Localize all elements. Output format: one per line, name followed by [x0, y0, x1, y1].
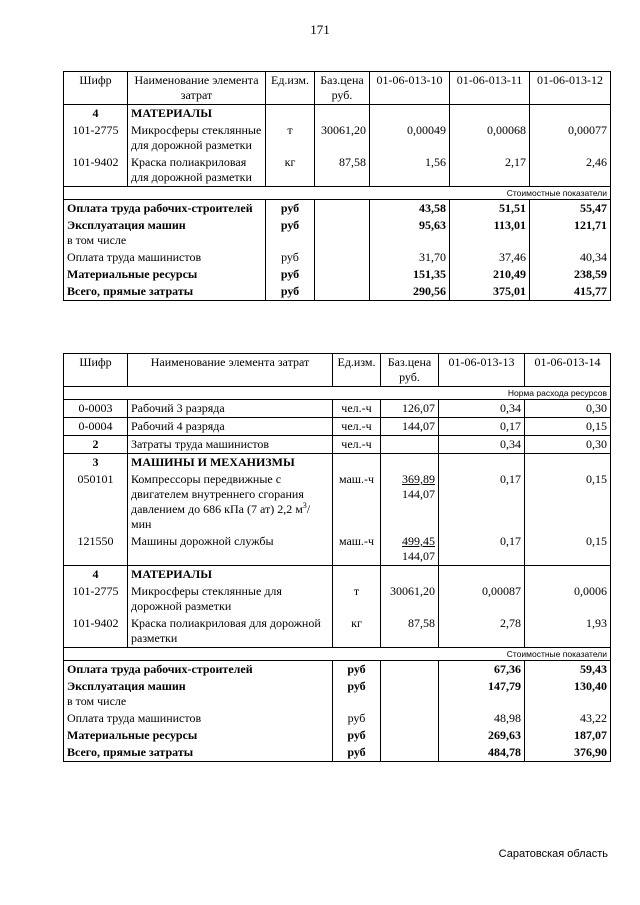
section-row: [64, 454, 611, 472]
cost-sub: в том числе: [67, 233, 127, 247]
cost-row: [64, 200, 611, 218]
cost-value: 43,58: [370, 200, 450, 218]
cost-value: 40,34: [530, 249, 611, 266]
cost-name: Оплата труда рабочих-строителей: [64, 661, 333, 679]
row-value: 0,30: [525, 436, 611, 454]
row-price: 30061,20: [315, 122, 370, 154]
cost-value: 210,49: [450, 266, 530, 283]
norm-label: Норма расхода ресурсов: [64, 387, 611, 400]
row-value: 0,00068: [450, 122, 530, 154]
row-code: 101-2775: [64, 122, 128, 154]
cost-row: [64, 217, 611, 249]
row-unit: чел.-ч: [333, 418, 381, 436]
cost-row: [64, 678, 611, 710]
cost-value: 238,59: [530, 266, 611, 283]
row-unit: т: [333, 583, 381, 615]
row-code: 0-0004: [64, 418, 128, 436]
cost-value: 67,36: [439, 661, 525, 679]
row-value: 0,34: [439, 400, 525, 418]
col-header-code: Шифр: [64, 72, 128, 105]
cost-name: Оплата труда машинистов: [64, 249, 266, 266]
row-unit: т: [266, 122, 315, 154]
section-number: 4: [64, 566, 128, 584]
table-row: [64, 533, 611, 566]
row-value: 0,17: [439, 471, 525, 533]
table1-header-row: [64, 72, 611, 105]
row-value: 0,0006: [525, 583, 611, 615]
cost-value: 55,47: [530, 200, 611, 218]
cost-value: 48,98: [439, 710, 525, 727]
row-value: 0,15: [525, 471, 611, 533]
row-unit: маш.-ч: [333, 471, 381, 533]
row-value: 0,17: [439, 418, 525, 436]
row-code: 2: [64, 436, 128, 454]
cost-value: 130,40: [525, 678, 611, 710]
row-value: 2,78: [439, 615, 525, 648]
col-header-code-13: 01-06-013-13: [439, 354, 525, 387]
row-unit: чел.-ч: [333, 436, 381, 454]
row-code: 0-0003: [64, 400, 128, 418]
cost-value: 113,01: [450, 217, 530, 249]
row-unit: кг: [333, 615, 381, 648]
cost-label-row: [64, 648, 611, 661]
row-code: 101-9402: [64, 154, 128, 187]
row-price: 144,07: [381, 418, 439, 436]
cost-value: 151,35: [370, 266, 450, 283]
section-number: 3: [64, 454, 128, 472]
col-header-name: Наименование элемента затрат: [128, 72, 266, 105]
row-name: Краска полиакриловая для дорожной разметки: [128, 615, 333, 648]
cost-name: Материальные ресурсы: [64, 727, 333, 744]
cost-unit: руб: [333, 678, 381, 710]
cost-value: 51,51: [450, 200, 530, 218]
table2-header-row: [64, 354, 611, 387]
cost-name: Эксплуатация машин в том числе: [64, 678, 333, 710]
row-price: 87,58: [381, 615, 439, 648]
row-value: 1,93: [525, 615, 611, 648]
cost-unit: руб: [333, 710, 381, 727]
row-code: 121550: [64, 533, 128, 566]
col-header-code-12: 01-06-013-12: [530, 72, 611, 105]
section-title: МАТЕРИАЛЫ: [128, 566, 333, 584]
cost-unit: руб: [266, 283, 315, 301]
row-code: 101-2775: [64, 583, 128, 615]
section-title: МАШИНЫ И МЕХАНИЗМЫ: [128, 454, 333, 472]
cost-name: Всего, прямые затраты: [64, 283, 266, 301]
cost-value: 187,07: [525, 727, 611, 744]
row-price: 87,58: [315, 154, 370, 187]
cost-value: 290,56: [370, 283, 450, 301]
cost-unit: руб: [333, 744, 381, 762]
row-value: 0,00077: [530, 122, 611, 154]
table-row: [64, 400, 611, 418]
cost-value: 95,63: [370, 217, 450, 249]
page-number: 171: [310, 22, 330, 37]
row-name: Микросферы стеклянные для дорожной разметки: [128, 583, 333, 615]
row-value: 0,30: [525, 400, 611, 418]
cost-value: 375,01: [450, 283, 530, 301]
row-unit: маш.-ч: [333, 533, 381, 566]
col-header-unit: Ед.изм.: [266, 72, 315, 105]
row-code: 050101: [64, 471, 128, 533]
table-row: [64, 583, 611, 615]
cost-sub: в том числе: [67, 694, 127, 708]
row-name: Затраты труда машинистов: [128, 436, 333, 454]
cost-label: Стоимостные показатели: [64, 187, 611, 200]
row-price: 369,89 144,07: [381, 471, 439, 533]
row-name: Рабочий 3 разряда: [128, 400, 333, 418]
cost-row: [64, 661, 611, 679]
cost-name: Эксплуатация машин в том числе: [64, 217, 266, 249]
row-price: 30061,20: [381, 583, 439, 615]
cost-name: Оплата труда машинистов: [64, 710, 333, 727]
cost-value: 415,77: [530, 283, 611, 301]
row-value: 1,56: [370, 154, 450, 187]
row-value: 0,00049: [370, 122, 450, 154]
row-value: 0,17: [439, 533, 525, 566]
section-title: МАТЕРИАЛЫ: [128, 105, 266, 123]
row-value: 2,46: [530, 154, 611, 187]
col-header-price: Баз.цена руб.: [315, 72, 370, 105]
row-name: Микросферы стеклянные для дорожной разметки: [128, 122, 266, 154]
cost-row: [64, 744, 611, 762]
col-header-price: Баз.цена руб.: [381, 354, 439, 387]
table-row: [64, 615, 611, 648]
resource-table-2: [63, 353, 611, 762]
row-value: 0,15: [525, 418, 611, 436]
cost-unit: руб: [266, 200, 315, 218]
row-unit: чел.-ч: [333, 400, 381, 418]
cost-unit: руб: [266, 266, 315, 283]
col-header-code-14: 01-06-013-14: [525, 354, 611, 387]
col-header-code: Шифр: [64, 354, 128, 387]
row-code: 101-9402: [64, 615, 128, 648]
col-header-code-10: 01-06-013-10: [370, 72, 450, 105]
cost-value: 37,46: [450, 249, 530, 266]
cost-row: [64, 727, 611, 744]
cost-name: Оплата труда рабочих-строителей: [64, 200, 266, 218]
table-row: [64, 154, 611, 187]
cost-unit: руб: [333, 661, 381, 679]
row-value: 2,17: [450, 154, 530, 187]
row-name: Рабочий 4 разряда: [128, 418, 333, 436]
table-row: [64, 418, 611, 436]
cost-name: Всего, прямые затраты: [64, 744, 333, 762]
cost-value: 31,70: [370, 249, 450, 266]
row-price: 126,07: [381, 400, 439, 418]
row-unit: кг: [266, 154, 315, 187]
cost-unit: руб: [266, 217, 315, 249]
col-header-code-11: 01-06-013-11: [450, 72, 530, 105]
col-header-name: Наименование элемента затрат: [128, 354, 333, 387]
footer-region: Саратовская область: [498, 848, 608, 860]
row-name: Краска полиакриловая для дорожной разметки: [128, 154, 266, 187]
section-row: [64, 566, 611, 584]
cost-value: 121,71: [530, 217, 611, 249]
row-value: 0,00087: [439, 583, 525, 615]
row-price: 499,45 144,07: [381, 533, 439, 566]
cost-label-row: [64, 187, 611, 200]
col-header-unit: Ед.изм.: [333, 354, 381, 387]
cost-row: [64, 266, 611, 283]
cost-row: [64, 283, 611, 301]
cost-row: [64, 249, 611, 266]
section-row: [64, 105, 611, 123]
table-row: [64, 436, 611, 454]
row-value: 0,34: [439, 436, 525, 454]
row-name: Машины дорожной службы: [128, 533, 333, 566]
table-row: [64, 122, 611, 154]
row-name: Компрессоры передвижные с двигателем внутреннего сгорания давлением до 686 кПа (7 ат) 2,2 $м^3$/мин: [128, 471, 333, 533]
cost-value: 147,79: [439, 678, 525, 710]
norm-label-row: [64, 387, 611, 400]
cost-value: 43,22: [525, 710, 611, 727]
cost-value: 59,43: [525, 661, 611, 679]
resource-table-1: [63, 71, 611, 301]
cost-value: 484,78: [439, 744, 525, 762]
cost-row: [64, 710, 611, 727]
cost-unit: руб: [333, 727, 381, 744]
cost-unit: руб: [266, 249, 315, 266]
cost-name: Материальные ресурсы: [64, 266, 266, 283]
row-value: 0,15: [525, 533, 611, 566]
section-number: 4: [64, 105, 128, 123]
table-row: [64, 471, 611, 533]
cost-value: 269,63: [439, 727, 525, 744]
cost-label: Стоимостные показатели: [64, 648, 611, 661]
cost-value: 376,90: [525, 744, 611, 762]
